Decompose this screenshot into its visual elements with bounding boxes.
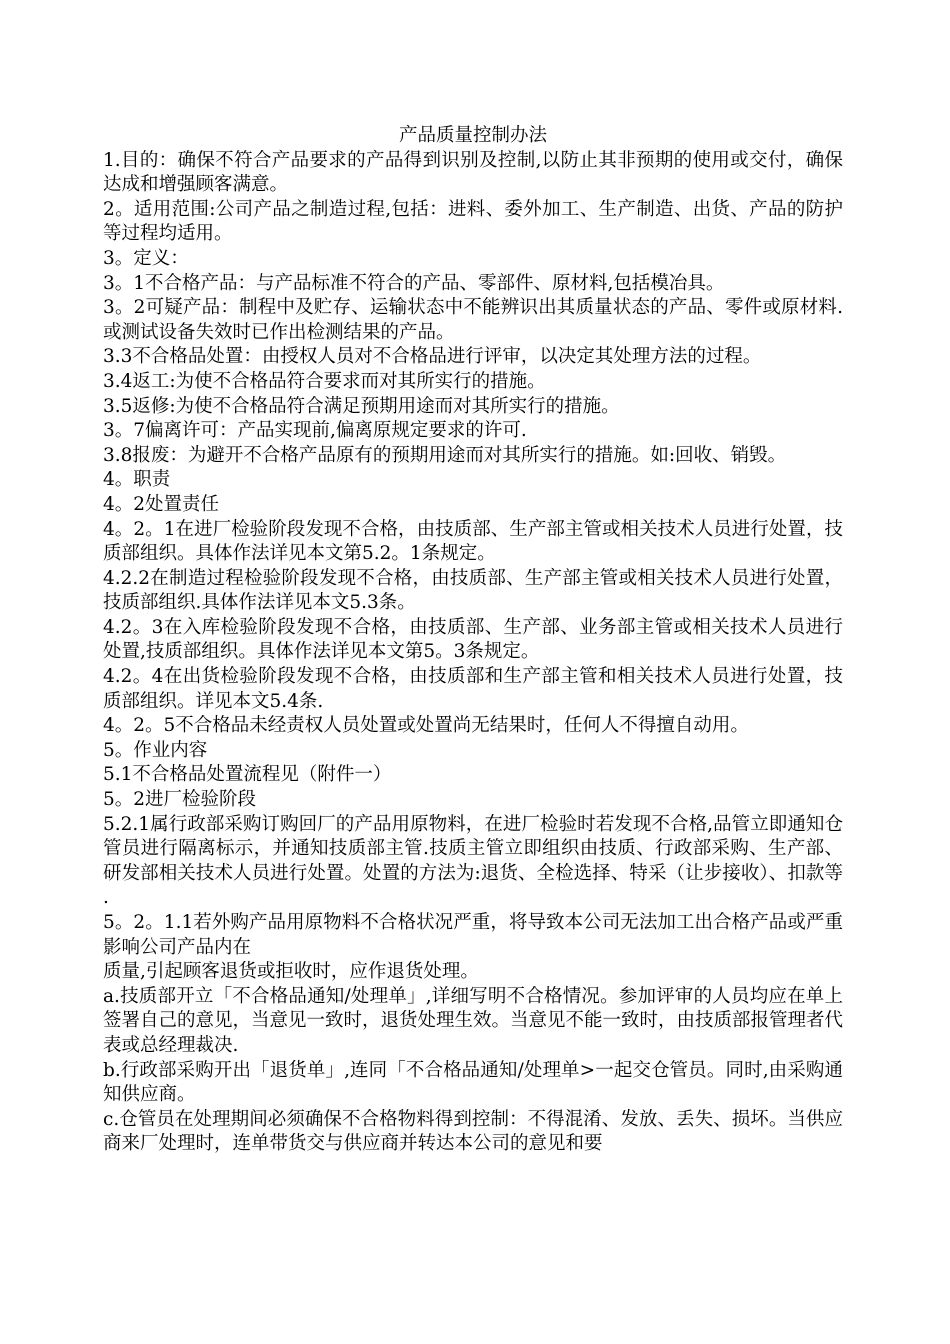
paragraph: 3。7偏离许可：产品实现前,偏离原规定要求的许可.	[103, 420, 527, 442]
paragraph: 4.2.2在制造过程检验阶段发现不合格，由技质部、生产部主管或相关技术人员进行处置，技质部组织.具体作法详见本文5.3条。	[103, 567, 843, 614]
paragraph: 5。2进厂检验阶段	[103, 789, 257, 811]
paragraph: 3.8报废：为避开不合格产品原有的预期用途而对其所实行的措施。如:回收、销毁。	[103, 444, 787, 466]
document-title: 产品质量控制办法	[398, 125, 547, 146]
paragraph: 4。2。5不合格品未经责权人员处置或处置尚无结果时，任何人不得擅自动用。	[103, 715, 749, 737]
paragraph: 3。定义：	[103, 247, 189, 269]
paragraph: 4。职责	[103, 469, 171, 491]
paragraph: 4.2。3在入库检验阶段发现不合格，由技质部、生产部、业务部主管或相关技术人员进行处置,技质部组织。具体作法详见本文第5。3条规定。	[103, 616, 843, 663]
paragraph: 3.3不合格品处置：由授权人员对不合格品进行评审，以决定其处理方法的过程。	[103, 346, 762, 368]
paragraph: 4。2。1在进厂检验阶段发现不合格，由技质部、生产部主管或相关技术人员进行处置，技质部组织。具体作法详见本文第5.2。1条规定。	[103, 518, 843, 565]
paragraph: 2。适用范围:公司产品之制造过程,包括：进料、委外加工、生产制造、出货、产品的防护等过程均适用。	[103, 198, 843, 245]
paragraph: c.仓管员在处理期间必须确保不合格物料得到控制：不得混淆、发放、丢失、损坏。当供应商来厂处理时，连单带货交与供应商并转达本公司的意见和要	[103, 1108, 843, 1155]
paragraph-list	[103, 149, 843, 1157]
paragraph: b.行政部采购开出「退货单」,连同「不合格品通知/处理单>一起交仓管员。同时,由采购通知供应商。	[103, 1059, 843, 1106]
paragraph: 5。2。1.1若外购产品用原物料不合格状况严重，将导致本公司无法加工出合格产品或严重影响公司产品内在	[103, 912, 843, 958]
paragraph: 3.4返工:为使不合格品符合要求而对其所实行的措施。	[103, 370, 546, 392]
paragraph: 4。2处置责任	[103, 493, 220, 515]
paragraph: 质量,引起顾客退货或拒收时，应作退货处理。	[103, 961, 479, 983]
paragraph: 3.5返修:为使不合格品符合满足预期用途而对其所实行的措施。	[103, 395, 620, 417]
paragraph: a.技质部开立「不合格品通知/处理单」,详细写明不合格情况。参加评审的人员均应在单上签署自己的意见，当意见一致时，退货处理生效。当意见不能一致时，由技质部报管理者代表或总经理裁决.	[103, 985, 844, 1056]
paragraph: 3。2可疑产品：制程中及贮存、运输状态中不能辨识出其质量状态的产品、零件或原材料.或测试设备失效时已作出检测结果的产品。	[103, 297, 843, 343]
paragraph: 5.1不合格品处置流程见（附件一）	[103, 764, 392, 786]
document-body	[103, 124, 843, 1157]
paragraph: 5.2.1属行政部采购订购回厂的产品用原物料，在进厂检验时若发现不合格,品管立即通知仓管员进行隔离标示，并通知技质部主管.技质主管立即组织由技质、行政部采购、生产部、研发部相关技术人员进行处置。处置的方法为:退货、全检选择、特采（让步接收）、扣款等.	[103, 813, 843, 909]
paragraph: 1.目的：确保不符合产品要求的产品得到识别及控制,以防止其非预期的使用或交付，确保达成和增强顾客满意。	[103, 149, 843, 196]
paragraph: 4.2。4在出货检验阶段发现不合格，由技质部和生产部主管和相关技术人员进行处置，技质部组织。详见本文5.4条.	[103, 666, 843, 712]
paragraph: 3。1不合格产品：与产品标准不符合的产品、零部件、原材料,包括模冶具。	[103, 272, 725, 294]
paragraph: 5。作业内容	[103, 739, 208, 761]
